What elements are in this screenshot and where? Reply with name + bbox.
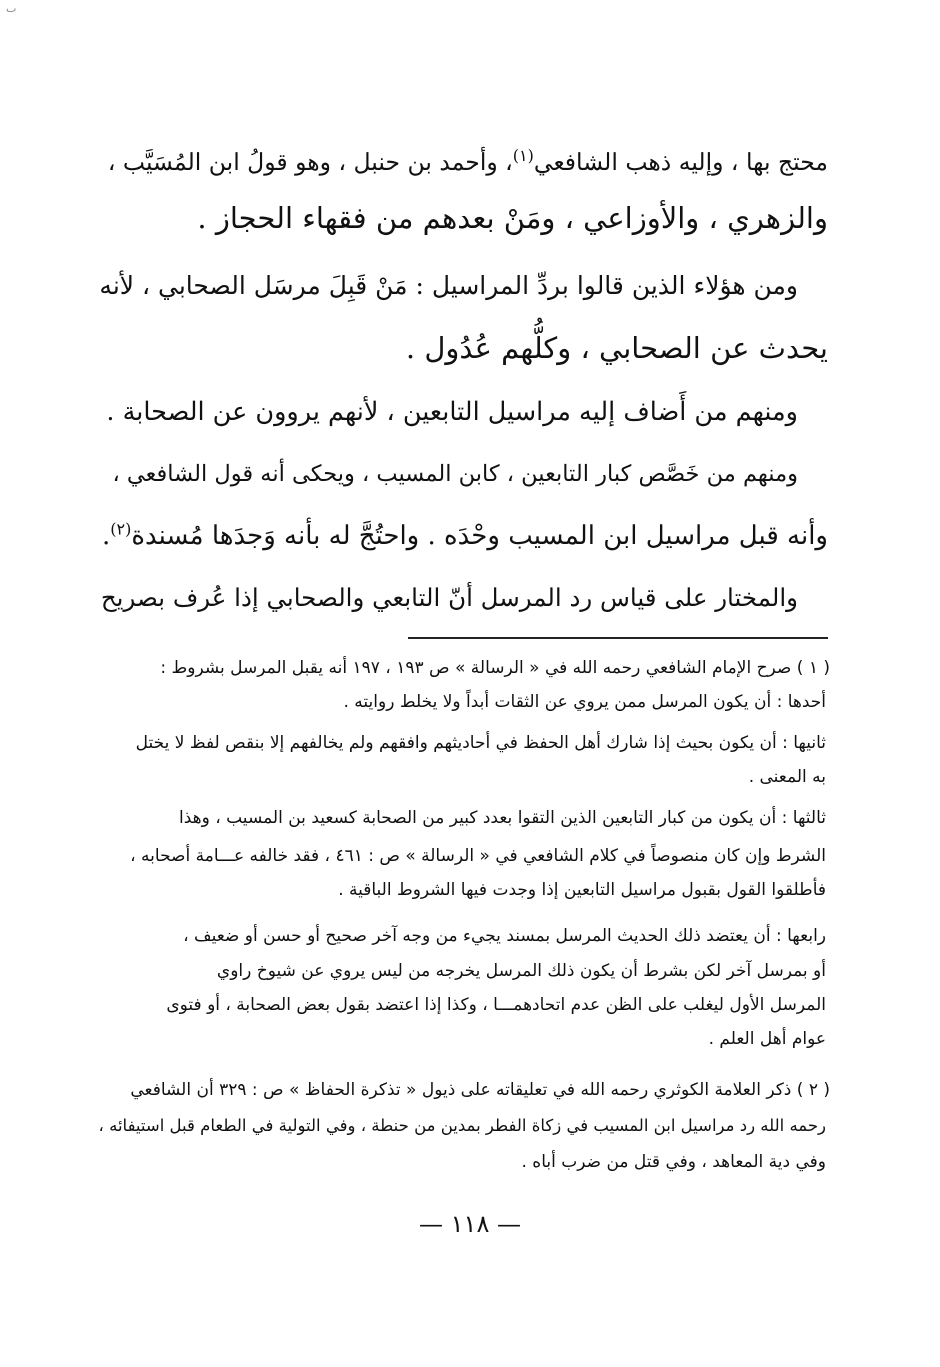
- footnote-1-line-9: أو بمرسل آخر لكن بشرط أن يكون ذلك المرسل يخرجه من ليس يروي عن شيوخ راوي: [216, 961, 826, 981]
- main-line-7-text: وأنه قبل مراسيل ابن المسيب وحْدَه . واحتُجَّ له بأنه وَجدَها مُسندة: [131, 521, 828, 551]
- main-line-8: والمختار على قياس رد المرسل أنّ التابعي والصحابي إذا عُرف بصريح: [100, 583, 798, 612]
- footnote-1-line-1: ( ١ ) صرح الإمام الشافعي رحمه الله في « الرسالة » ص ١٩٣ ، ١٩٧ أنه يقبل المرسل بشروط :: [160, 658, 830, 678]
- footnote-divider: [408, 637, 828, 639]
- footnote-1-line-3: ثانيها : أن يكون بحيث إذا شارك أهل الحفظ في أحاديثهم وافقهم ولم يخالفهم إلا بنقص لفظ لا يختل: [135, 733, 826, 753]
- corner-mark: ٮ: [6, 2, 17, 15]
- main-line-4: يحدث عن الصحابي ، وكلُّهم عُدُول .: [405, 331, 828, 365]
- footnote-1-line-11: عوام أهل العلم .: [708, 1029, 826, 1049]
- main-line-7-end: .: [102, 521, 111, 551]
- main-line-3: ومن هؤلاء الذين قالوا بردِّ المراسيل : مَنْ قَبِلَ مرسَل الصحابي ، لأنه: [99, 271, 798, 300]
- main-line-1-text: محتج بها ، وإليه ذهب الشافعي: [533, 148, 828, 176]
- main-line-7: [100, 504, 828, 568]
- main-line-1-rest: ، وأحمد بن حنبل ، وهو قولُ ابن المُسَيَّب ،: [107, 148, 513, 176]
- footnote-1-line-6: الشرط وإن كان منصوصاً في كلام الشافعي في « الرسالة » ص : ٤٦١ ، فقد خالفه عـــامة أصحابه ،: [130, 846, 826, 866]
- main-line-1: [100, 130, 828, 194]
- main-line-6: ومنهم من خَصَّص كبار التابعين ، كابن المسيب ، ويحكى أنه قول الشافعي ،: [112, 461, 798, 487]
- footnote-ref-2[interactable]: (٢): [110, 519, 132, 539]
- footnote-1-line-5: ثالثها : أن يكون من كبار التابعين الذين التقوا بعدد كبير من الصحابة كسعيد بن المسيب ، وهذا: [179, 808, 826, 828]
- footnote-2-line-1: ( ٢ ) ذكر العلامة الكوثري رحمه الله في تعليقاته على ذيول « تذكرة الحفاظ » ص : ٣٢٩ أن الشافعي: [130, 1080, 830, 1100]
- footnote-2-line-3: وفي دية المعاهد ، وفي قتل من ضرب أباه .: [521, 1152, 826, 1172]
- main-line-5: ومنهم من أَضاف إليه مراسيل التابعين ، لأنهم يروون عن الصحابة .: [106, 397, 798, 427]
- page-number: — ١١٨ —: [419, 1210, 521, 1238]
- footnote-1-line-4: به المعنى .: [748, 767, 826, 787]
- footnote-2-line-2: رحمه الله رد مراسيل ابن المسيب في زكاة الفطر بمدين من حنطة ، وفي التولية في الطعام قبل استيفائه ،: [98, 1116, 826, 1135]
- main-line-2: والزهري ، والأوزاعي ، ومَنْ بعدهم من فقهاء الحجاز .: [197, 201, 828, 235]
- footnote-1-line-8: رابعها : أن يعتضد ذلك الحديث المرسل بمسند يجيء من وجه آخر صحيح أو حسن أو ضعيف ،: [183, 926, 826, 946]
- footnote-1-line-7: فأطلقوا القول بقبول مراسيل التابعين إذا وجدت فيها الشروط الباقية .: [338, 880, 826, 900]
- footnote-1-line-10: المرسل الأول ليغلب على الظن عدم اتحادهمـــا ، وكذا إذا اعتضد بقول بعض الصحابة ، أو فتوى: [166, 995, 826, 1015]
- footnote-1-line-2: أحدها : أن يكون المرسل ممن يروي عن الثقات أبداً ولا يخلط روايته .: [343, 692, 826, 712]
- footnote-ref-1[interactable]: (١): [512, 146, 534, 166]
